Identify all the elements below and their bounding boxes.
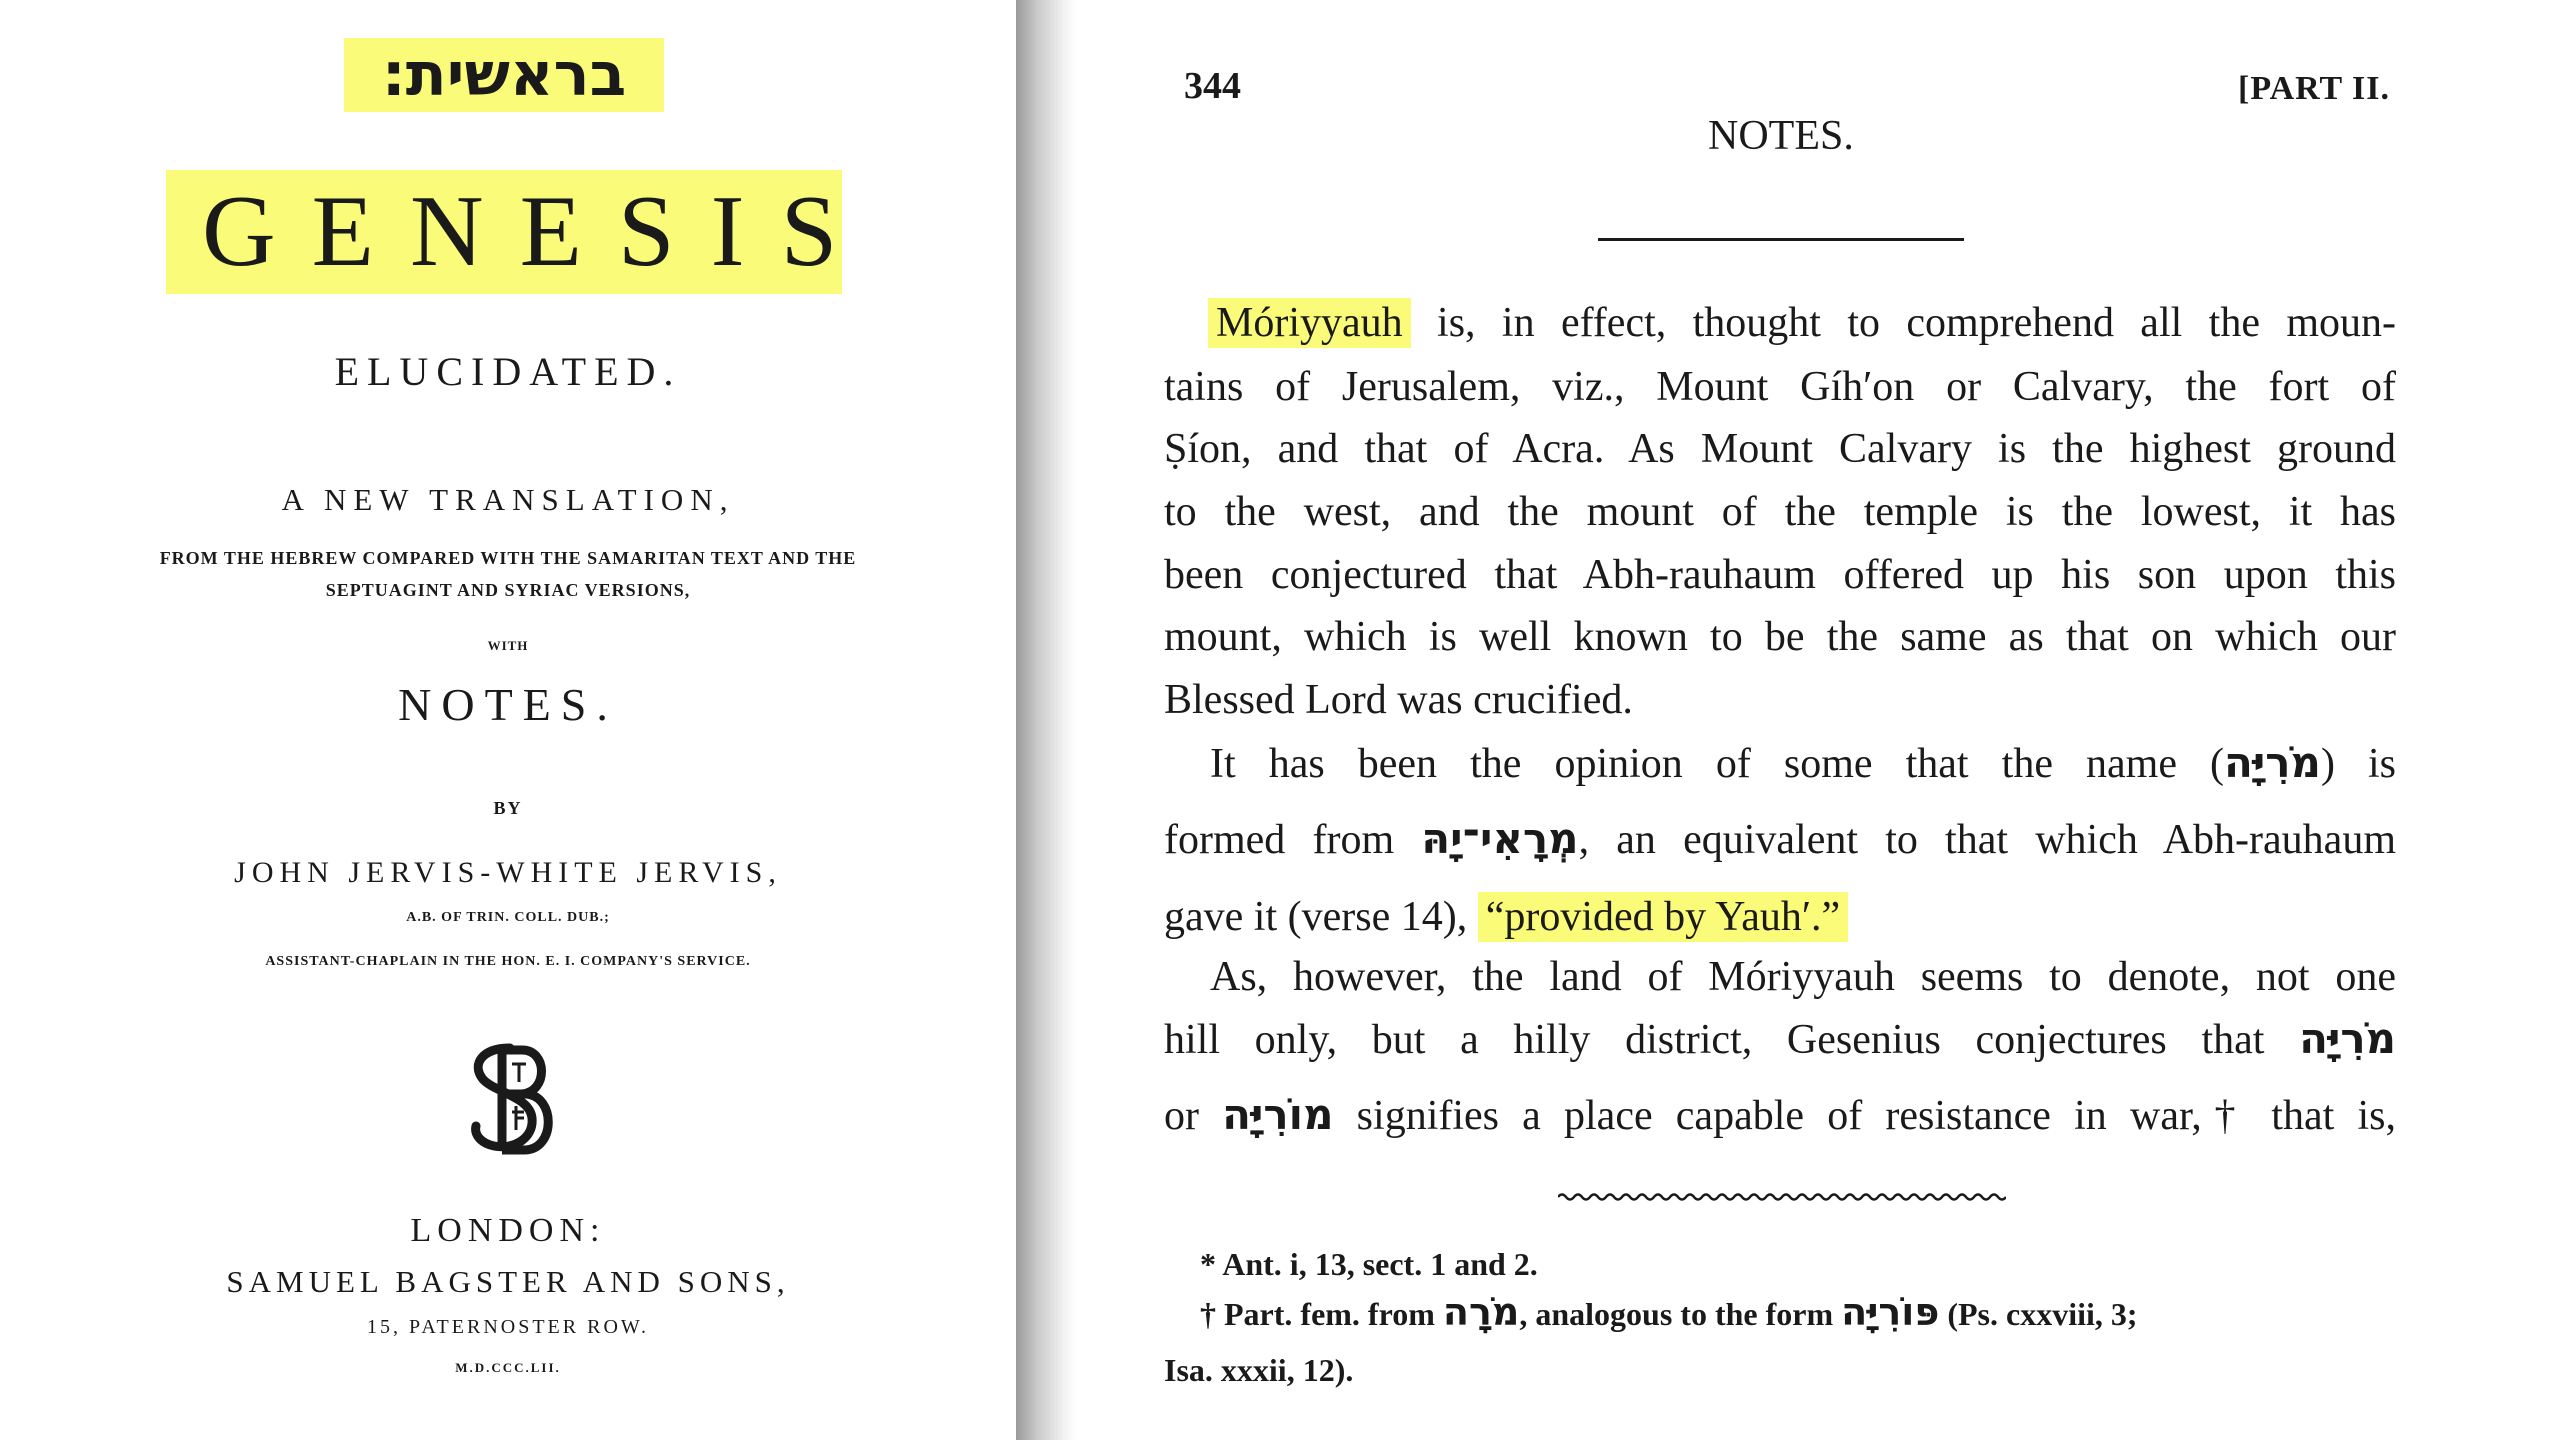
paragraph-2-line-3 [1164, 892, 2396, 942]
subtitle: ELUCIDATED. [334, 349, 682, 394]
footnote-2 [1200, 1292, 2138, 1334]
line-text: It has been the opinion of some that the name ( [1210, 741, 2225, 787]
footnote-1: * Ant. i, 13, sect. 1 and 2. [1200, 1246, 1538, 1282]
line-text: ) is [2320, 741, 2396, 787]
line-text: signifies a place capable of resistance in war,† that is, [1333, 1093, 2396, 1139]
paragraph-1-line-4: to the west, and the mount of the temple is the lowest, it has [1164, 489, 2396, 535]
hebrew-word: מֹרִיָּה [2224, 738, 2321, 787]
paragraph-2-line-2 [1164, 814, 2396, 865]
page-number: 344 [1184, 65, 1241, 107]
page-divider-shadow [1016, 0, 1076, 1440]
line-text: † Part. fem. from [1200, 1296, 1443, 1332]
paragraph-1-line-5: been conjectured that Abh-rauhaum offered up his son upon this [1164, 552, 2396, 598]
hebrew-word: מֹרָה [1442, 1290, 1520, 1334]
title-page [0, 0, 1016, 1440]
part-label: [PART II. [2238, 70, 2391, 107]
line-text: gave it (verse 14), [1164, 894, 1478, 940]
footnote-separator [1558, 1190, 2006, 1204]
paragraph-1-line-7: Blessed Lord was crucified. [1164, 677, 1633, 723]
notes-heading: NOTES. [1708, 113, 1854, 159]
with-label: WITH [487, 638, 529, 653]
hebrew-word: מְרָאִי־יָהּ [1421, 814, 1579, 863]
author-degree: A.B. OF TRIN. COLL. DUB.; [406, 910, 610, 925]
line-text: is, in effect, thought to comprehend all the moun- [1410, 300, 2396, 346]
line-text: hill only, but a hilly district, Gesenius conjectures that [1164, 1017, 2300, 1063]
paragraph-3-line-2 [1164, 1014, 2396, 1065]
paragraph-1-line-1 [1208, 298, 2396, 348]
line-text: or [1164, 1093, 1223, 1139]
hebrew-word: פּוֹרִיָּה [1841, 1290, 1940, 1334]
source-line-2: SEPTUAGINT AND SYRIAC VERSIONS, [325, 580, 691, 600]
source-line-1: FROM THE HEBREW COMPARED WITH THE SAMARITAN TEXT AND THE [159, 548, 857, 568]
heading-rule [1598, 238, 1964, 241]
hebrew-title: בראשית: [344, 38, 664, 112]
publication-year: M.D.CCC.LII. [455, 1360, 561, 1375]
paragraph-1-line-6: mount, which is well known to be the same as that on which our [1164, 614, 2396, 660]
paragraph-3-line-3 [1164, 1090, 2396, 1141]
publisher-name: SAMUEL BAGSTER AND SONS, [226, 1264, 790, 1299]
line-text: formed from [1164, 817, 1422, 863]
publisher-address: 15, PATERNOSTER ROW. [367, 1316, 649, 1338]
highlight-provided-by-yauh: “provided by Yauh′.” [1478, 892, 1848, 942]
new-translation-line: A NEW TRANSLATION, [281, 482, 735, 517]
footnote-3: Isa. xxxii, 12). [1164, 1352, 1354, 1388]
paragraph-1-line-3: Ṣíon, and that of Acra. As Mount Calvary is the highest ground [1164, 426, 2396, 472]
line-text: , analogous to the form [1519, 1296, 1842, 1332]
hebrew-word: מֹרִיָּה [2299, 1014, 2396, 1063]
publisher-monogram-icon [452, 1038, 572, 1158]
line-text: (Ps. cxxviii, 3; [1939, 1296, 2138, 1332]
hebrew-word: מוֹרִיָּה [1222, 1090, 1334, 1139]
by-label: BY [493, 798, 523, 818]
paragraph-2-line-1 [1210, 738, 2396, 789]
line-text: , an equivalent to that which Abh-rauhaum [1578, 817, 2396, 863]
paragraph-1-line-2: tains of Jerusalem, viz., Mount Gíh′on or Calvary, the fort of [1164, 364, 2396, 410]
publisher-place: LONDON: [410, 1212, 606, 1249]
notes-title: NOTES. [398, 679, 618, 730]
author-name: JOHN JERVIS-WHITE JERVIS, [234, 856, 782, 889]
author-position: ASSISTANT-CHAPLAIN IN THE HON. E. I. COMPANY'S SERVICE. [265, 954, 751, 969]
book-title: GENESIS [166, 170, 842, 294]
paragraph-3-line-1: As, however, the land of Móriyyauh seems to denote, not one [1210, 954, 2396, 1000]
highlight-moriyyauh: Móriyyauh [1208, 298, 1411, 348]
